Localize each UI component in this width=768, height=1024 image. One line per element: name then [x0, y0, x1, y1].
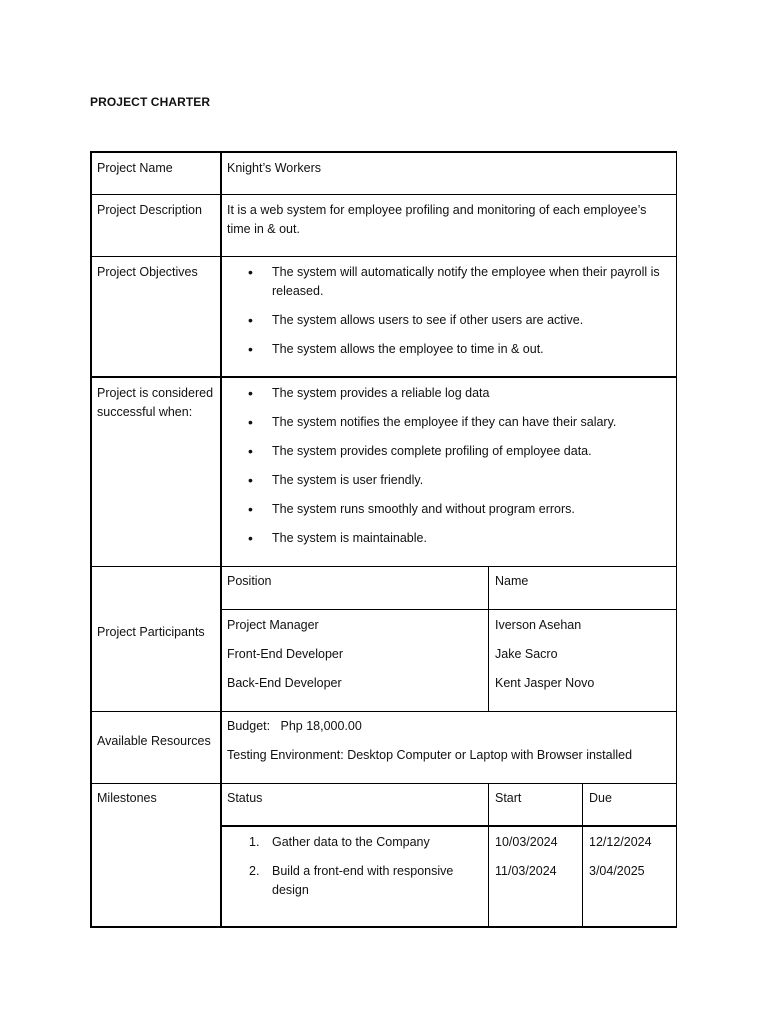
milestones-column-divider — [488, 783, 489, 928]
participant-name: Jake Sacro — [495, 647, 558, 661]
milestone-due: 3/04/2025 — [589, 864, 645, 878]
due-header: Due — [589, 791, 612, 805]
participant-name: Kent Jasper Novo — [495, 676, 595, 690]
milestones-column-divider — [582, 783, 583, 928]
start-header: Start — [495, 791, 522, 805]
list-item — [227, 833, 459, 852]
milestones-header-divider — [221, 825, 677, 827]
table-border-bottom — [90, 926, 677, 928]
list-item: • The system allows the employee to time in & out. — [227, 340, 672, 359]
budget-text: Budget: Php 18,000.00 — [227, 719, 362, 733]
milestones-label: Milestones — [97, 791, 157, 805]
list-item: • The system will automatically notify the employee when their payroll is released. — [227, 263, 672, 301]
list-item: • The system allows users to see if other users are active. — [227, 311, 672, 330]
list-item: • The system notifies the employee if they can have their salary. — [227, 413, 672, 432]
participant-position: Front-End Developer — [227, 647, 344, 661]
success-criteria-label: Project is considered successful when: — [97, 386, 214, 419]
participants-label: Project Participants — [97, 625, 205, 639]
position-header: Position — [227, 574, 272, 588]
list-item: • The system provides complete profiling of employee data. — [227, 442, 672, 461]
list-item: • The system is user friendly. — [227, 471, 672, 490]
list-item: • The system runs smoothly and without program errors. — [227, 500, 672, 519]
row-divider — [90, 194, 677, 195]
list-item: • The system is maintainable. — [227, 529, 672, 548]
table-border-top — [90, 151, 677, 153]
milestone-status: Build a front-end with responsive design — [272, 864, 454, 897]
objectives-list — [227, 263, 672, 359]
project-name-label: Project Name — [97, 161, 173, 175]
row-divider — [90, 711, 677, 712]
row-divider — [90, 376, 677, 378]
table-border-right — [676, 151, 677, 928]
milestone-start: 11/03/2024 — [495, 864, 557, 878]
row-divider — [90, 566, 677, 567]
milestones-list — [227, 833, 459, 900]
participants-header-divider — [221, 609, 677, 610]
success-criteria-list — [227, 384, 672, 548]
table-column-divider — [220, 151, 222, 928]
list-item — [227, 862, 459, 900]
participant-position: Back-End Developer — [227, 676, 342, 690]
page-title: PROJECT CHARTER — [90, 95, 211, 109]
list-number: 1. — [249, 835, 260, 849]
project-description-value: It is a web system for employee profiling and monitoring of each employee’s time in & out. — [227, 203, 647, 236]
table-border-left — [90, 151, 92, 928]
milestone-due: 12/12/2024 — [589, 835, 652, 849]
resources-label: Available Resources — [97, 734, 211, 748]
project-description-label: Project Description — [97, 203, 202, 217]
name-header: Name — [495, 574, 529, 588]
milestone-start: 10/03/2024 — [495, 835, 558, 849]
status-header: Status — [227, 791, 263, 805]
row-divider — [90, 256, 677, 257]
participant-position: Project Manager — [227, 618, 319, 632]
participant-name: Iverson Asehan — [495, 618, 582, 632]
participants-column-divider — [488, 566, 489, 711]
project-charter-table — [90, 151, 677, 928]
testing-environment-text: Testing Environment: Desktop Computer or Laptop with Browser installed — [227, 748, 633, 762]
milestone-status: Gather data to the Company — [272, 835, 430, 849]
list-item: • The system provides a reliable log data — [227, 384, 672, 403]
project-name-value: Knight’s Workers — [227, 161, 322, 175]
project-objectives-label: Project Objectives — [97, 265, 198, 279]
row-divider — [90, 783, 677, 784]
list-number: 2. — [249, 864, 260, 878]
